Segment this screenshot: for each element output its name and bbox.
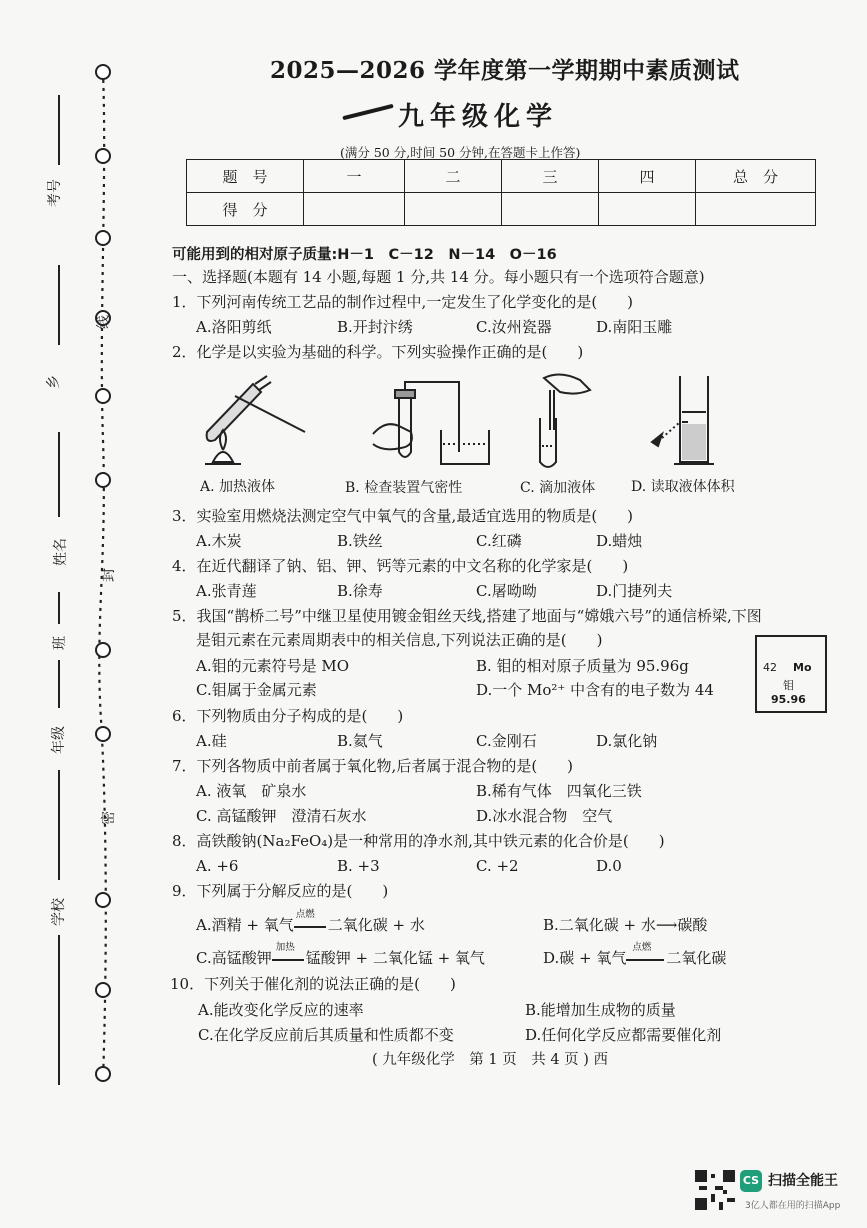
title-dash <box>342 104 393 120</box>
q6-option-d[interactable]: D.氯化钠 <box>596 732 658 750</box>
score-table <box>186 159 816 226</box>
tile-symbol: Mo <box>793 661 812 674</box>
q9-option-c[interactable] <box>196 942 485 968</box>
score-cell[interactable] <box>502 193 599 226</box>
score-header-cell: 四 <box>599 160 696 193</box>
class-label: 班 <box>52 636 68 650</box>
reading-volume-illustration <box>648 372 728 472</box>
q2-option-d[interactable]: D. 读取液体体积 <box>631 479 735 495</box>
airtightness-illustration <box>365 372 505 472</box>
q9-d-reactants: D.碳 + 氧气 <box>543 949 627 967</box>
q9-c-products: 锰酸钾 + 二氧化锰 + 氧气 <box>305 949 485 967</box>
q9-d-products: 二氧化碳 <box>666 949 727 967</box>
atomic-masses: 可能用到的相对原子质量:H－1 C－12 N－14 O－16 <box>172 247 557 263</box>
exam-number-label: 考号 <box>47 179 63 207</box>
seal-seal-mark: 封 <box>101 568 117 582</box>
q9-stem: 9．下列属于分解反应的是( ) <box>172 882 389 900</box>
q9-c-reactants: C.高锰酸钾 <box>196 949 272 967</box>
q3-option-d[interactable]: D.蜡烛 <box>596 532 643 550</box>
q1-stem: 1．下列河南传统工艺品的制作过程中,一定发生了化学变化的是( ) <box>172 293 634 311</box>
score-cell[interactable] <box>405 193 502 226</box>
name-label: 姓名 <box>53 538 69 566</box>
scanner-logo-icon: CS <box>740 1170 762 1192</box>
q8-stem: 8．高铁酸钠(Na₂FeO₄)是一种常用的净水剂,其中铁元素的化合价是( ) <box>172 832 665 850</box>
q5-stem-line2: 是钼元素在元素周期表中的相关信息,下列说法正确的是( ) <box>196 631 603 649</box>
q1-option-a[interactable]: A.洛阳剪纸 <box>196 318 272 336</box>
school-label: 学校 <box>51 898 67 926</box>
score-header-cell: 三 <box>502 160 599 193</box>
seal-line-mark: 线 <box>96 315 112 329</box>
exam-title: 2025—2026 学年度第一学期期中素质测试 <box>270 57 740 84</box>
exam-subtitle: 九年级化学 <box>398 102 559 132</box>
tile-mass: 95.96 <box>771 693 806 706</box>
q6-option-c[interactable]: C.金刚石 <box>476 732 537 750</box>
tile-atomic-number: 42 <box>763 661 777 674</box>
tile-name: 钼 <box>783 679 794 692</box>
q3-stem: 3．实验室用燃烧法测定空气中氧气的含量,最适宜选用的物质是( ) <box>172 507 634 525</box>
scanner-tagline: 3亿人都在用的扫描App <box>745 1201 841 1211</box>
q7-option-c[interactable]: C. 高锰酸钾 澄清石灰水 <box>196 807 367 825</box>
qr-code-icon <box>695 1170 735 1210</box>
score-row-label: 得 分 <box>187 193 304 226</box>
reaction-arrow-icon <box>272 942 306 966</box>
q6-stem: 6．下列物质由分子构成的是( ) <box>172 707 404 725</box>
score-header-cell: 总 分 <box>696 160 816 193</box>
q7-stem: 7．下列各物质中前者属于氧化物,后者属于混合物的是( ) <box>172 757 574 775</box>
page-footer: ( 九年级化学 第 1 页 共 4 页 ) 西 <box>372 1052 609 1068</box>
q9-option-b[interactable]: B.二氧化碳 + 水⟶碳酸 <box>543 916 708 934</box>
heating-liquid-illustration <box>195 372 315 472</box>
q8-option-a[interactable]: A. +6 <box>196 857 239 875</box>
q1-option-c[interactable]: C.汝州瓷器 <box>476 318 552 336</box>
grade-label: 年级 <box>51 726 67 754</box>
score-cell[interactable] <box>304 193 405 226</box>
q9-a-condition: 点燃 <box>295 909 315 920</box>
q4-option-c[interactable]: C.屠呦呦 <box>476 582 537 600</box>
reaction-arrow-icon <box>294 909 328 933</box>
reaction-arrow-icon <box>626 942 666 966</box>
q2-option-c[interactable]: C. 滴加液体 <box>520 480 596 496</box>
scanner-app-name: 扫描全能王 <box>768 1173 838 1189</box>
q1-option-d[interactable]: D.南阳玉雕 <box>596 318 673 336</box>
q4-stem: 4．在近代翻译了钠、铝、钾、钙等元素的中文名称的化学家是( ) <box>172 557 629 575</box>
q9-option-a[interactable] <box>196 909 425 935</box>
q10-option-c[interactable]: C.在化学反应前后其质量和性质都不变 <box>198 1026 454 1044</box>
score-header-cell: 二 <box>405 160 502 193</box>
q1-option-b[interactable]: B.开封汴绣 <box>337 318 413 336</box>
score-cell[interactable] <box>696 193 816 226</box>
township-label: 乡 <box>46 375 62 389</box>
molybdenum-element-tile <box>755 635 827 713</box>
section-heading: 一、选择题(本题有 14 小题,每题 1 分,共 14 分。每小题只有一个选项符合题意) <box>172 268 705 286</box>
score-header-cell: 题 号 <box>187 160 304 193</box>
q3-option-c[interactable]: C.红磷 <box>476 532 522 550</box>
q7-option-b[interactable]: B.稀有气体 四氧化三铁 <box>476 782 642 800</box>
q8-option-d[interactable]: D.0 <box>596 857 622 875</box>
q2-option-b[interactable]: B. 检查装置气密性 <box>345 480 463 496</box>
q6-option-b[interactable]: B.氦气 <box>337 732 383 750</box>
q6-option-a[interactable]: A.硅 <box>196 732 227 750</box>
q3-option-a[interactable]: A.木炭 <box>196 532 242 550</box>
q9-c-condition: 加热 <box>275 942 295 953</box>
q9-a-products: 二氧化碳 + 水 <box>327 916 425 934</box>
exam-note: (满分 50 分,时间 50 分钟,在答题卡上作答) <box>340 145 581 160</box>
q3-option-b[interactable]: B.铁丝 <box>337 532 383 550</box>
q10-stem: 10．下列关于催化剂的说法正确的是( ) <box>170 975 456 993</box>
q2-option-a[interactable]: A. 加热液体 <box>200 479 276 495</box>
q9-d-condition: 点燃 <box>632 942 652 953</box>
seal-secret-mark: 密 <box>101 811 117 825</box>
q2-stem: 2．化学是以实验为基础的科学。下列实验操作正确的是( ) <box>172 343 584 361</box>
q5-option-b[interactable]: B. 钼的相对原子质量为 95.96g <box>476 657 689 675</box>
score-header-cell: 一 <box>304 160 405 193</box>
q9-option-d[interactable] <box>543 942 727 968</box>
q7-option-d[interactable]: D.冰水混合物 空气 <box>476 807 613 825</box>
q10-option-b[interactable]: B.能增加生成物的质量 <box>525 1001 676 1019</box>
q10-option-a[interactable]: A.能改变化学反应的速率 <box>198 1001 364 1019</box>
q4-option-d[interactable]: D.门捷列夫 <box>596 582 673 600</box>
score-cell[interactable] <box>599 193 696 226</box>
q4-option-b[interactable]: B.徐寿 <box>337 582 383 600</box>
q5-stem-line1: 5．我国“鹊桥二号”中继卫星使用镀金钼丝天线,搭建了地面与“嫦娥六号”的通信桥梁,下图 <box>172 607 762 625</box>
q7-option-a[interactable]: A. 液氧 矿泉水 <box>196 782 307 800</box>
q4-option-a[interactable]: A.张青莲 <box>196 582 257 600</box>
q10-option-d[interactable]: D.任何化学反应都需要催化剂 <box>525 1026 722 1044</box>
q8-option-b[interactable]: B. +3 <box>337 857 380 875</box>
q5-option-c[interactable]: C.钼属于金属元素 <box>196 681 317 699</box>
q5-option-a[interactable]: A.钼的元素符号是 MO <box>196 657 350 675</box>
dropping-liquid-illustration <box>520 370 600 474</box>
q8-option-c[interactable]: C. +2 <box>476 857 519 875</box>
q5-option-d[interactable]: D.一个 Mo²⁺ 中含有的电子数为 44 <box>476 681 714 699</box>
q9-a-reactants: A.酒精 + 氧气 <box>196 916 294 934</box>
